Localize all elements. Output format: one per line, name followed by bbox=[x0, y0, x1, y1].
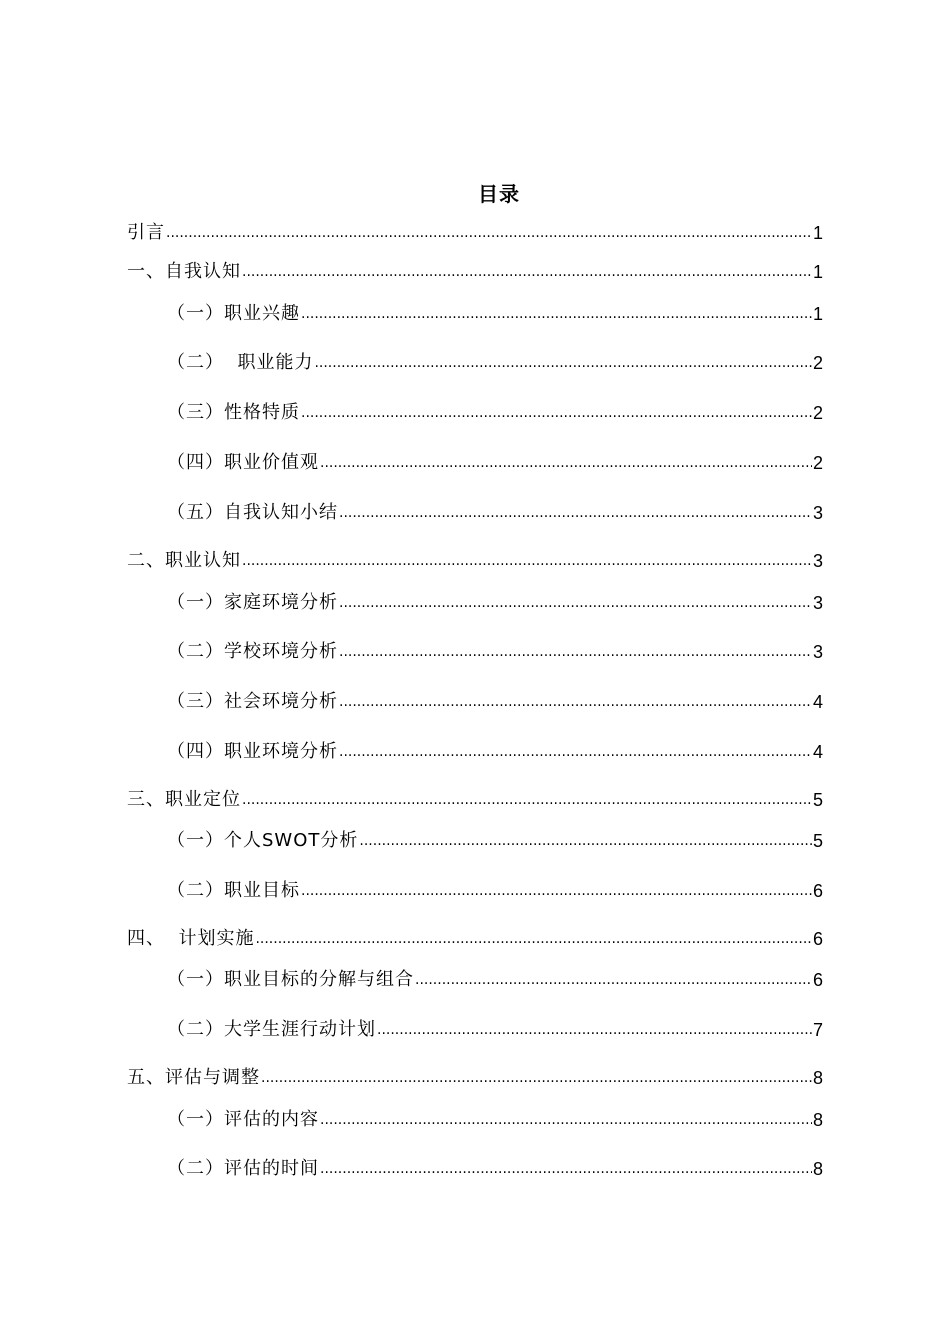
toc-entry-page: 8 bbox=[812, 1068, 823, 1088]
toc-entry[interactable] bbox=[167, 740, 823, 764]
toc-entry[interactable] bbox=[167, 401, 823, 425]
toc-entry[interactable] bbox=[127, 549, 823, 573]
toc-entry-page: 4 bbox=[812, 742, 823, 762]
toc-entry-label: （四）职业价值观 bbox=[167, 452, 319, 473]
toc-entry-page: 5 bbox=[812, 790, 823, 810]
toc-leader-dots bbox=[314, 353, 812, 373]
toc-entry[interactable] bbox=[167, 591, 823, 615]
toc-leader-dots bbox=[242, 262, 812, 282]
toc-entry-page: 4 bbox=[812, 692, 823, 712]
toc-entry-label: （一）职业兴趣 bbox=[167, 303, 300, 324]
toc-entry-label: （四）职业环境分析 bbox=[167, 741, 338, 762]
toc-entry-page: 3 bbox=[812, 642, 823, 662]
toc-entry-label: （二）职业目标 bbox=[167, 880, 300, 901]
toc-entry-label: 引言 bbox=[127, 222, 165, 243]
toc-entry[interactable] bbox=[127, 260, 823, 284]
toc-entry-label: （二）大学生涯行动计划 bbox=[167, 1019, 376, 1040]
toc-entry-page: 1 bbox=[812, 223, 823, 243]
toc-entry[interactable] bbox=[167, 501, 823, 525]
toc-entry-label: （五）自我认知小结 bbox=[167, 502, 338, 523]
toc-entry-page: 6 bbox=[812, 929, 823, 949]
toc-entry[interactable] bbox=[167, 351, 823, 375]
toc-entry-label: （一）家庭环境分析 bbox=[167, 592, 338, 613]
toc-leader-dots bbox=[301, 403, 812, 423]
toc-entry[interactable] bbox=[167, 690, 823, 714]
toc-entry-page: 2 bbox=[812, 353, 823, 373]
toc-entry-page: 3 bbox=[812, 503, 823, 523]
toc-leader-dots bbox=[339, 742, 812, 762]
toc-leader-dots bbox=[339, 503, 812, 523]
toc-entry-page: 7 bbox=[812, 1020, 823, 1040]
toc-entry-page: 8 bbox=[812, 1110, 823, 1130]
toc-leader-dots bbox=[242, 551, 812, 571]
toc-entry-page: 1 bbox=[812, 262, 823, 282]
toc-entry[interactable] bbox=[167, 1018, 823, 1042]
toc-title: 目录 bbox=[478, 182, 520, 206]
toc-entry-label: （一）职业目标的分解与组合 bbox=[167, 969, 414, 990]
toc-entry-label: 三、职业定位 bbox=[127, 789, 241, 810]
toc-entry-label: （三）社会环境分析 bbox=[167, 691, 338, 712]
toc-entry-page: 1 bbox=[812, 304, 823, 324]
toc-entry-page: 6 bbox=[812, 881, 823, 901]
toc-leader-dots bbox=[320, 453, 812, 473]
toc-entry[interactable] bbox=[127, 927, 823, 951]
toc-leader-dots bbox=[255, 929, 812, 949]
toc-leader-dots bbox=[377, 1020, 812, 1040]
toc-leader-dots bbox=[339, 642, 812, 662]
toc-entry-label: 一、自我认知 bbox=[127, 261, 241, 282]
toc-leader-dots bbox=[166, 223, 812, 243]
toc-leader-dots bbox=[301, 304, 812, 324]
toc-entry-label: （一）个人SWOT分析 bbox=[167, 830, 359, 851]
toc-entry[interactable] bbox=[127, 788, 823, 812]
toc-leader-dots bbox=[301, 881, 812, 901]
toc-entry-label: （二）评估的时间 bbox=[167, 1158, 319, 1179]
toc-entry[interactable] bbox=[167, 829, 823, 853]
toc-leader-dots bbox=[242, 790, 812, 810]
toc-entry-label: （二）学校环境分析 bbox=[167, 641, 338, 662]
toc-entry-label: 四、 计划实施 bbox=[127, 928, 255, 949]
toc-leader-dots bbox=[320, 1110, 812, 1130]
toc-entry-page: 2 bbox=[812, 403, 823, 423]
toc-entry-page: 3 bbox=[812, 551, 823, 571]
toc-leader-dots bbox=[415, 970, 812, 990]
toc-entry[interactable] bbox=[167, 879, 823, 903]
toc-entry[interactable] bbox=[167, 451, 823, 475]
toc-entry-page: 3 bbox=[812, 593, 823, 613]
toc-entry-page: 6 bbox=[812, 970, 823, 990]
toc-entry-label: （三）性格特质 bbox=[167, 402, 300, 423]
toc-entry[interactable] bbox=[167, 302, 823, 326]
toc-entry-label: （二） 职业能力 bbox=[167, 352, 314, 373]
toc-entry[interactable] bbox=[127, 1066, 823, 1090]
toc-leader-dots bbox=[320, 1159, 812, 1179]
toc-leader-dots bbox=[339, 692, 812, 712]
toc-entry-label: 五、评估与调整 bbox=[127, 1067, 260, 1088]
toc-entry[interactable] bbox=[167, 1157, 823, 1181]
toc-entry[interactable] bbox=[167, 968, 823, 992]
toc-entry[interactable] bbox=[127, 221, 823, 245]
toc-entry-page: 8 bbox=[812, 1159, 823, 1179]
toc-entry-label: 二、职业认知 bbox=[127, 550, 241, 571]
toc-leader-dots bbox=[359, 831, 812, 851]
toc-entry[interactable] bbox=[167, 640, 823, 664]
toc-leader-dots bbox=[339, 593, 812, 613]
toc-entry[interactable] bbox=[167, 1108, 823, 1132]
toc-leader-dots bbox=[261, 1068, 812, 1088]
toc-entry-page: 2 bbox=[812, 453, 823, 473]
toc-entry-page: 5 bbox=[812, 831, 823, 851]
toc-entry-label: （一）评估的内容 bbox=[167, 1109, 319, 1130]
